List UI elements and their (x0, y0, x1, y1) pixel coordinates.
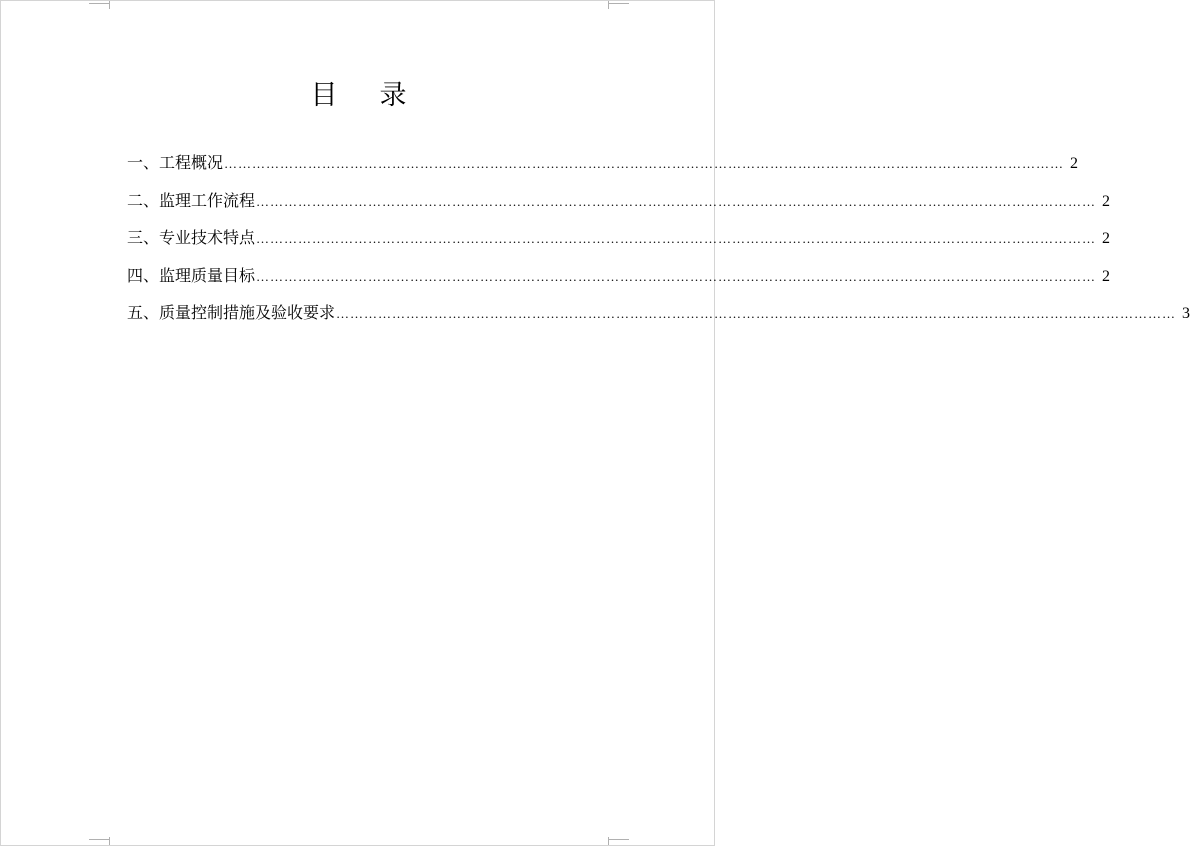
toc-leader-dots: ……………………………………………………………………………………………………………………………………………………………… (256, 231, 1097, 246)
toc-entry[interactable] (127, 265, 1111, 303)
crop-mark-bottom-left-v (109, 837, 110, 845)
toc-entry-text: 二、监理工作流程 (127, 190, 256, 210)
toc-entry[interactable] (127, 227, 1111, 265)
toc-leader-dots: ……………………………………………………………………………………………………………………………………………………………… (224, 156, 1065, 171)
toc-page-number: 2 (1070, 155, 1079, 172)
page-title-char-1: 目 (310, 80, 338, 111)
toc-page-number: 3 (1182, 305, 1190, 322)
toc-entry[interactable] (127, 302, 1190, 340)
toc-entry-text: 一、工程概况 (127, 153, 224, 172)
toc-leader-dots: ……………………………………………………………………………………………………………………………………………………………… (256, 268, 1097, 284)
toc-page-number: 2 (1102, 267, 1111, 285)
toc-leader-dots: ……………………………………………………………………………………………………………………………………………………………… (256, 193, 1097, 209)
crop-mark-bottom-right-v (608, 837, 609, 845)
toc-entry[interactable] (127, 190, 1111, 228)
toc-entry[interactable] (127, 152, 1079, 190)
crop-mark-top-left-v (109, 1, 110, 9)
toc-leader-dots: ……………………………………………………………………………………………………………………………………………………………… (336, 306, 1177, 321)
toc-entry-text: 四、监理质量目标 (127, 265, 256, 285)
page-title-char-2: 录 (379, 80, 407, 111)
crop-mark-bottom-right (609, 839, 629, 840)
crop-mark-bottom-left (89, 839, 109, 840)
toc-entry-text: 五、质量控制措施及验收要求 (127, 303, 336, 322)
crop-mark-top-right (609, 3, 629, 4)
toc-page-number: 2 (1102, 192, 1111, 210)
crop-mark-top-right-v (608, 1, 609, 9)
crop-mark-top-left (89, 3, 109, 4)
page-title (1, 73, 716, 112)
toc-entry-text: 三、专业技术特点 (127, 228, 256, 247)
toc-page-number: 2 (1102, 230, 1111, 247)
table-of-contents (127, 152, 1190, 340)
